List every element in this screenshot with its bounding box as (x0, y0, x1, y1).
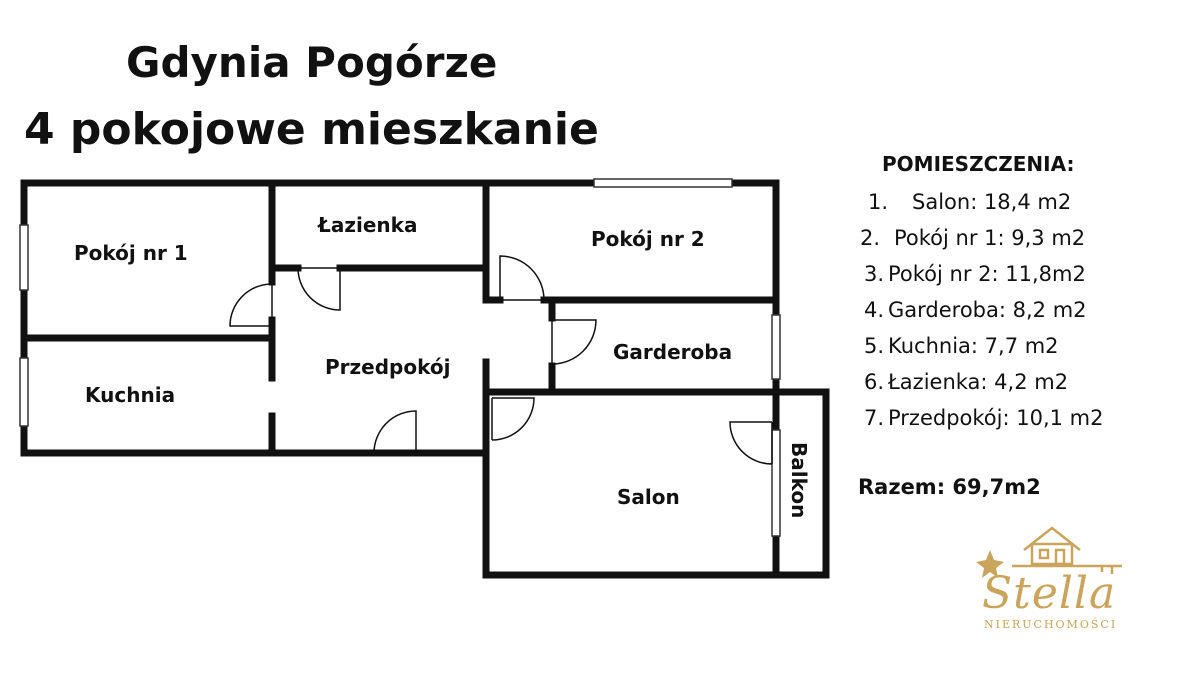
legend-item (858, 220, 1188, 256)
room-label-kuchnia: Kuchnia (85, 383, 176, 407)
legend-item-text: Garderoba: 8,2 m2 (888, 298, 1087, 322)
door-balkon (730, 422, 772, 464)
window-kuchnia (20, 358, 28, 426)
legend-item (858, 184, 1188, 220)
legend-item (858, 256, 1188, 292)
window-garderoba (772, 315, 780, 379)
legend-item-number: 3. (863, 262, 884, 286)
door-garderoba (552, 320, 596, 364)
legend-item (858, 364, 1188, 400)
legend-item (858, 292, 1188, 328)
legend-item-number: 2. (859, 226, 880, 250)
legend-item-number: 5. (863, 334, 884, 358)
window-pokoj1 (20, 225, 28, 290)
logo-name: Stella (982, 568, 1117, 619)
legend-item-text: Łazienka: 4,2 m2 (888, 370, 1069, 394)
room-label-lazienka: Łazienka (318, 213, 418, 237)
legend-item-number: 4. (863, 298, 884, 322)
door-pokoj2 (500, 256, 544, 300)
legend-item-number: 1. (867, 190, 888, 214)
legend-item-text: Kuchnia: 7,7 m2 (888, 334, 1059, 358)
legend-item-text: Salon: 18,4 m2 (912, 190, 1072, 214)
room-label-balkon: Balkon (787, 442, 811, 519)
title-description: 4 pokojowe mieszkanie (24, 104, 599, 155)
legend-item-number: 6. (863, 370, 884, 394)
door-entrance (374, 411, 416, 453)
legend-heading: POMIESZCZENIA: (882, 152, 1075, 176)
window-salon (772, 430, 780, 536)
stella-logo (972, 520, 1132, 640)
legend-item-text: Pokój nr 1: 9,3 m2 (894, 226, 1086, 250)
legend-item-number: 7. (863, 406, 884, 430)
room-label-przedpokoj: Przedpokój (325, 355, 451, 379)
room-label-pokoj1: Pokój nr 1 (74, 241, 188, 265)
door-lazienka (298, 268, 340, 310)
title-location: Gdynia Pogórze (126, 38, 498, 87)
legend-item-text: Pokój nr 2: 11,8m2 (888, 262, 1086, 286)
window-pokoj2 (594, 179, 732, 187)
door-salon (492, 398, 534, 440)
door-pokoj1 (230, 284, 272, 326)
legend-item-text: Przedpokój: 10,1 m2 (888, 406, 1104, 430)
logo-subtitle: NIERUCHOMOŚCI (984, 618, 1118, 631)
total-area: Razem: 69,7m2 (858, 475, 1041, 499)
legend-item (858, 400, 1188, 436)
room-label-salon: Salon (617, 485, 680, 509)
room-label-garderoba: Garderoba (613, 340, 733, 364)
legend-item (858, 328, 1188, 364)
room-label-pokoj2: Pokój nr 2 (591, 227, 705, 251)
room-legend (858, 150, 1188, 436)
